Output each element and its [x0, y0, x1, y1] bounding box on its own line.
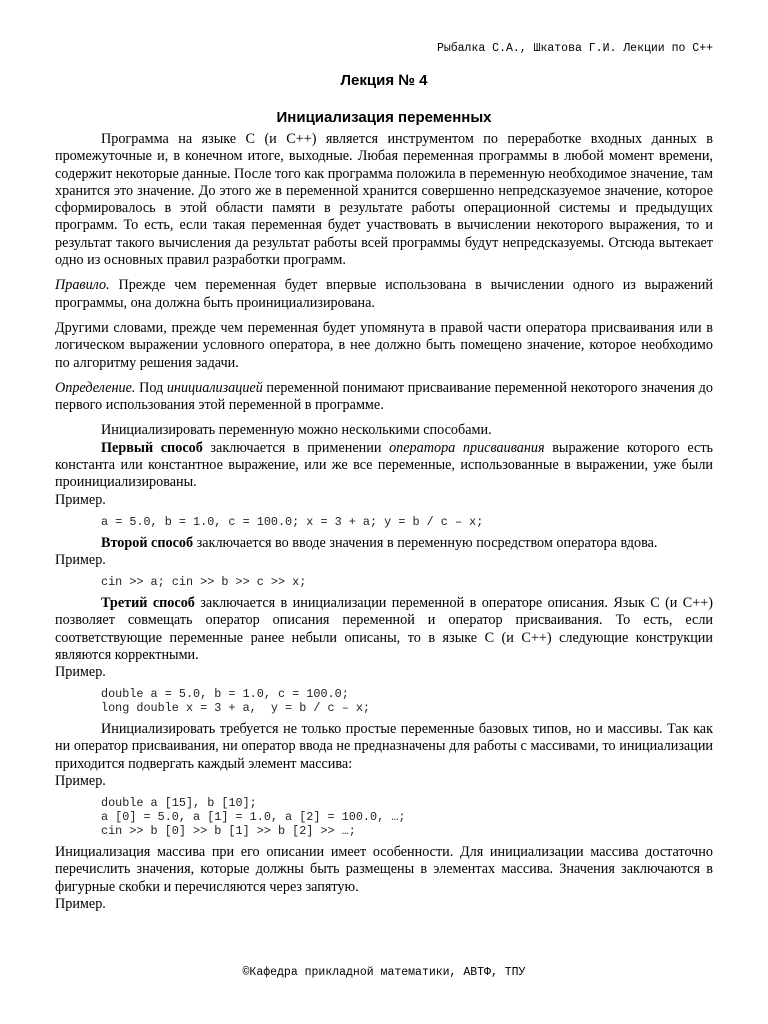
- first-way-paragraph: [55, 440, 713, 492]
- document-body: [55, 131, 713, 913]
- first-way-label: Первый способ: [101, 439, 203, 456]
- array-init-paragraph: Инициализация массива при его описании имеет особенности. Для инициализации массива достаточно перечислить значения, которые должны быть размещены в элементах массива. Значения заключаются в фигурные скобки и перечисляются через запятую.: [55, 844, 713, 895]
- example-label-5: Пример.: [55, 895, 106, 912]
- third-way-label: Третий способ: [101, 594, 195, 611]
- code-example-4: double a [15], b [10]; a [0] = 5.0, a [1] = 1.0, a [2] = 100.0, …; cin >> b [0] >> b [1] >> b [2] >> …;: [101, 796, 406, 839]
- definition-label: Определение.: [55, 379, 136, 396]
- arrays-paragraph: Инициализировать требуется не только простые переменные базовых типов, но и массивы. Так как ни оператор присваивания, ни оператор ввода не предназначены для работы с массивами, то инициализации приходится подвергать каждый элемент массива:: [55, 721, 713, 772]
- definition-text-2: переменной понимают присваивание переменной некоторого значения до первого использования этой переменной в программе.: [55, 379, 713, 414]
- definition-term: инициализацией: [166, 379, 263, 396]
- example-label-4: Пример.: [55, 773, 106, 790]
- second-way-paragraph: [55, 535, 713, 552]
- code-example-2: cin >> a; cin >> b >> c >> x;: [101, 574, 307, 589]
- running-header: Рыбалка С.А., Шкатова Г.И. Лекции по С++: [436, 42, 713, 55]
- definition-text-1: Под: [135, 379, 167, 396]
- rule-label: Правило.: [55, 277, 110, 294]
- rule-paragraph: [55, 277, 713, 312]
- lecture-title: Лекция № 4: [340, 72, 428, 89]
- third-way-paragraph: [55, 595, 713, 664]
- topic-heading: Инициализация переменных: [276, 109, 492, 126]
- ways-intro: Инициализировать переменную можно несколькими способами.: [101, 422, 492, 439]
- page-footer: ©Кафедра прикладной математики, АВТФ, ТПУ: [242, 966, 526, 979]
- first-way-text-1: заключается в применении: [202, 439, 390, 456]
- definition-paragraph: [55, 380, 713, 415]
- first-way-term: оператора присваивания: [389, 439, 545, 456]
- first-way-text-2: выражение которого есть константа или константное выражение, или же все переменные, использованные в выражении, уже были проинициализированы.: [55, 439, 714, 491]
- intro-paragraph: Программа на языке С (и С++) является инструментом по переработке входных данных в промежуточные и, в конечном итоге, выходные. Любая переменная программы в любой момент времени, содержит некоторые данные. После того как программа положила в переменную необходимое значение, там хранится это значение. До этого же в переменной хранится совершенно непредсказуемое значение, которое сформировалось в этой области памяти в результате работы операционной системы и предыдущих программ. То есть, если такая переменная будет участвовать в вычислении некоторого выражения, то и результат такого вычисления да результат работы всей программы будут непредсказуемы. Отсюда вытекает одно из основных правил разработки программ.: [55, 131, 713, 269]
- second-way-text: заключается во вводе значения в переменную посредством оператора вдова.: [193, 534, 658, 551]
- example-label-2: Пример.: [55, 551, 106, 568]
- other-words-paragraph: Другими словами, прежде чем переменная будет упомянута в правой части оператора присваивания или в логическом выражении условного оператора, в нее должно быть помещено значение, которое необходимо по алгоритму решения задачи.: [55, 319, 713, 371]
- code-example-1: a = 5.0, b = 1.0, c = 100.0; x = 3 + a; y = b / c – x;: [101, 514, 484, 529]
- example-label-1: Пример.: [55, 491, 106, 508]
- code-example-3: double a = 5.0, b = 1.0, c = 100.0; long double x = 3 + a, y = b / c – x;: [101, 687, 371, 716]
- rule-text: Прежде чем переменная будет впервые использована в вычислении одного из выражений программы, она должна быть проинициализирована.: [55, 277, 713, 311]
- example-label-3: Пример.: [55, 664, 106, 681]
- third-way-text: заключается в инициализации переменной в операторе описания. Язык С (и С++) позволяет совмещать оператор описания переменной и оператор присваивания. То есть, если соответствующие переменные ранее небыли описаны, то в языке С (и С++) следующие конструкции являются корректными.: [55, 594, 713, 663]
- second-way-label: Второй способ: [101, 534, 194, 551]
